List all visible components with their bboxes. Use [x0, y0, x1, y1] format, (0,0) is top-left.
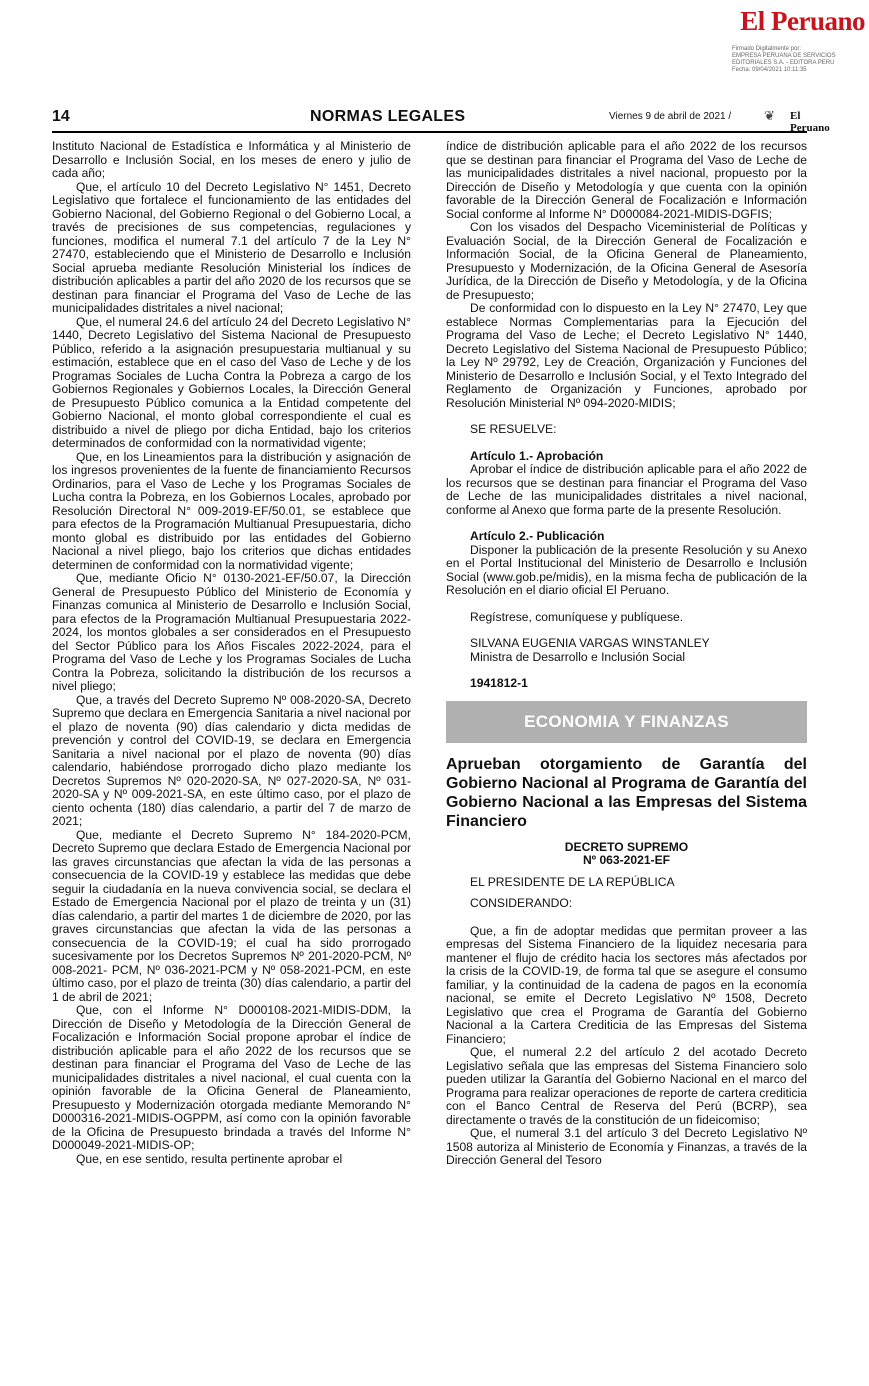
resolves-heading: SE RESUELVE:	[470, 422, 557, 436]
page-number: 14	[52, 108, 70, 125]
article-1-text: Aprobar el índice de distribución aplicable para el año 2022 de los recursos que se destinan para financiar el Programa del Vaso de Leche de las municipalidades distritales a nivel nacional, conforme al Anexo que forma parte de la presente Resolución.	[446, 462, 807, 517]
page-header	[52, 105, 830, 134]
paragraph: Que, el numeral 24.6 del artículo 24 del Decreto Legislativo N° 1440, Decreto Legislativo del Sistema Nacional de Presupuesto Público, referido a la asignación presupuestaria multianual y su estimación, establece que en el caso del Vaso de Leche y de los Programas Sociales de Lucha Contra la Pobreza a cargo de los Gobiernos Regionales y Gobiernos Locales, la Dirección General de Presupuesto Público comunica a la Entidad competente del Gobierno Nacional, el monto global correspondiente el cual es distribuido a nivel de pliego por dicha Entidad, bajo los criterios determinados de conformidad con la normatividad vigente;	[52, 314, 411, 450]
publication-code: 1941812-1	[470, 676, 528, 690]
paragraph: Que, el numeral 2.2 del artículo 2 del acotado Decreto Legislativo señala que las empresas del Sistema Financiero solo pueden utilizar la Garantía del Gobierno Nacional en el marco del Programa para realizar operaciones de reporte de cartera crediticia con el Banco Central de Reserva del Perú (BCRP), sea directamente o través de la constitución de un fideicomiso;	[446, 1045, 807, 1127]
paragraph: Que, mediante Oficio N° 0130-2021-EF/50.07, la Dirección General de Presupuesto Público del Ministerio de Economía y Finanzas comunica al Ministerio de Desarrollo e Inclusión Social, para efectos de la Programación Multianual Presupuestaria 2022-2024, los montos globales a ser considerados en el Presupuesto del Sector Público para los Años Fiscales 2022-2024, para el Programa del Vaso de Leche y los Programas Sociales de Lucha Contra la Pobreza, solicitando la distribución de los recursos a nivel pliego;	[52, 571, 411, 693]
article-2-title: Artículo 2.- Publicación	[470, 529, 605, 543]
paragraph: Que, el numeral 3.1 del artículo 3 del Decreto Legislativo Nº 1508 autoriza al Ministerio de Economía y Finanzas, a través de la Dirección General del Tesoro	[446, 1126, 807, 1167]
paragraph: Que, el artículo 10 del Decreto Legislativo N° 1451, Decreto Legislativo que fortalece el funcionamiento de las entidades del Gobierno Nacional, del Gobierno Regional o del Gobierno Local, a través de precisiones de sus competencias, regulaciones y funciones, modifica el numeral 7.1 del artículo 7 de la Ley N° 27470, estableciendo que el Ministerio de Desarrollo e Inclusión Social aprueba mediante Resolución Ministerial los índices de distribución aplicables a partir del año 2020 de los recursos que se destinan para financiar el Programa del Vaso de Leche de las municipalidades distritales a nivel nacional;	[52, 179, 411, 315]
paragraph: Que, mediante el Decreto Supremo N° 184-2020-PCM, Decreto Supremo que declara Estado de Emergencia Nacional por las graves circunstancias que afectan la vida de las personas a consecuencia de la COVID-19 y establece las medidas que debe seguir la ciudadanía en la nueva convivencia social, se declara el Estado de Emergencia Nacional por el plazo de treinta y un (31) días calendario, a partir del martes 1 de diciembre de 2020, por las graves circunstancias que afectan la vida de las personas a consecuencia de la COVID-19; el cual ha sido prorrogado sucesivamente por los Decretos Supremos Nº 201-2020-PCM, Nº 008-2021- PCM, Nº 036-2021-PCM y Nº 058-2021-PCM, en este último caso, por el plazo de treinta (30) días calendario, a partir del 1 de abril de 2021;	[52, 827, 411, 1004]
closing-formula: Regístrese, comuníquese y publíquese.	[470, 609, 684, 624]
law-title: Aprueban otorgamiento de Garantía del Gobierno Nacional al Programa de Garantía del Gobierno Nacional a las Empresas del Sistema Financiero	[446, 755, 807, 830]
digital-signature	[732, 46, 866, 74]
paragraph: índice de distribución aplicable para el año 2022 de los recursos que se destinan para financiar el Programa del Vaso de Leche de las municipalidades distritales a nivel nacional, propuesto por la Dirección de Diseño y Metodología y que cuenta con la opinión favorable de la Dirección General de Focalización e Información Social conforme al Informe N° D000084-2021-MIDIS-DGFIS;	[446, 139, 807, 221]
paragraph: Que, a través del Decreto Supremo Nº 008-2020-SA, Decreto Supremo que declara en Emergencia Sanitaria a nivel nacional por el plazo de noventa (90) días calendario y dicta medidas de prevención y control del COVID-19, se declara en Emergencia Sanitaria a nivel nacional por el plazo de noventa (90) días calendario, habiéndose prorrogado dicho plazo mediante los Decretos Supremos Nº 020-2020-SA, Nº 027-2020-SA, Nº 031-2020-SA y Nº 009-2021-SA, en este último caso, por el plazo de ciento ochenta (180) días calendario, a partir del 7 de marzo de 2021;	[52, 692, 411, 828]
decree-number: Nº 063-2021-EF	[582, 853, 671, 867]
paragraph: Que, en los Lineamientos para la distribución y asignación de los ingresos provenientes de la fuente de financiamiento Recursos Ordinarios, para el Vaso de Leche y los Programas Sociales de Lucha contra la Pobreza, en los Gobiernos Locales, aprobado por Resolución Directoral N° 009-2019-EF/50.01, se establece que para efectos de la Programación Multianual Presupuestaria, dicho monto global es distribuido por las entidades del Gobierno Nacional a nivel pliego, bajo los criterios que dichas entidades determinen de conformidad con la normatividad vigente;	[52, 449, 411, 572]
newspaper-name: El Peruano	[790, 110, 830, 134]
paragraph: Que, a fin de adoptar medidas que permitan proveer a las empresas del Sistema Financiero de la liquidez necesaria para mantener el flujo de crédito hacia los sectores más afectados por la crisis de la COVID-19, de forma tal que se asegure el consumo familiar, y la continuidad de la cadena de pagos en la economía nacional, se emite el Decreto Legislativo Nº 1508, Decreto Legislativo que crea el Programa de Garantía del Gobierno Nacional a la Cartera Crediticia de las Empresas del Sistema Financiero;	[446, 923, 807, 1046]
signature-line: EMPRESA PERUANA DE SERVICIOS	[732, 53, 836, 59]
section-title: NORMAS LEGALES	[310, 108, 466, 125]
article-2-text: Disponer la publicación de la presente Resolución y su Anexo en el Portal Institucional del Ministerio de Desarrollo e Inclusión Social (www.gob.pe/midis), en la misma fecha de publicación de la Resolución en el diario oficial El Peruano.	[446, 542, 807, 597]
decree-type: DECRETO SUPREMO	[564, 839, 689, 854]
signature-line: Firmado Digitalmente por:	[732, 46, 802, 52]
article-1-title: Artículo 1.- Aprobación	[470, 448, 604, 463]
signature-line: Fecha: 09/04/2021 10:11:35	[732, 67, 807, 73]
paragraph: Con los visados del Despacho Viceministerial de Políticas y Evaluación Social, de la Dirección General de Focalización e Información Social, de la Oficina General de Planeamiento, Presupuesto y Modernización, de la Oficina General de Asesoría Jurídica, de la Dirección de Diseño y Metodología, y de la Oficina de Presupuesto;	[446, 220, 807, 302]
right-column	[446, 140, 807, 1168]
paragraph: Instituto Nacional de Estadística e Informática y al Ministerio de Desarrollo e Inclusión Social, en los meses de enero y julio de cada año;	[52, 139, 411, 180]
paragraph: De conformidad con lo dispuesto en la Ley N° 27470, Ley que establece Normas Complementarias para la Ejecución del Programa del Vaso de Leche; el Decreto Legislativo N° 1440, Decreto Legislativo del Sistema Nacional de Presupuesto Público; la Ley Nº 29792, Ley de Creación, Organización y Funciones del Ministerio de Desarrollo e Inclusión Social, y el Texto Integrado del Reglamento de Organización y Funciones, aprobado por Resolución Ministerial Nº 094-2020-MIDIS;	[446, 301, 807, 410]
issue-date: Viernes 9 de abril de 2021 /	[609, 111, 732, 122]
signer-title: Ministra de Desarrollo e Inclusión Social	[470, 649, 686, 664]
considering-heading: CONSIDERANDO:	[470, 896, 573, 910]
brand-logo: El Peruano	[740, 6, 865, 36]
section-banner: ECONOMIA Y FINANZAS	[446, 701, 807, 743]
left-column	[52, 140, 411, 1166]
signature-line: EDITORIALES S.A. - EDITORA PERU	[732, 60, 835, 66]
crest-icon: ❦	[764, 108, 775, 123]
signer-name: SILVANA EUGENIA VARGAS WINSTANLEY	[470, 636, 710, 650]
paragraph: Que, en ese sentido, resulta pertinente aprobar el	[76, 1151, 343, 1166]
paragraph: Que, con el Informe N° D000108-2021-MIDIS-DDM, la Dirección de Diseño y Metodología de la Dirección General de Focalización e Información Social propone aprobar el índice de distribución aplicable para el año 2022 de los recursos que se destinan para financiar el Programa del Vaso de Leche de las municipalidades distritales a nivel nacional, el cual cuenta con la opinión favorable de la Oficina General de Planeamiento, Presupuesto y Modernización otorgada mediante Memorando N° D000316-2021-MIDIS-OGPPM, así como con la opinión favorable de la Oficina de Presupuesto brindada a través del Informe N° D000049-2021-MIDIS-OP;	[52, 1003, 411, 1152]
president-heading: EL PRESIDENTE DE LA REPÚBLICA	[470, 874, 675, 889]
